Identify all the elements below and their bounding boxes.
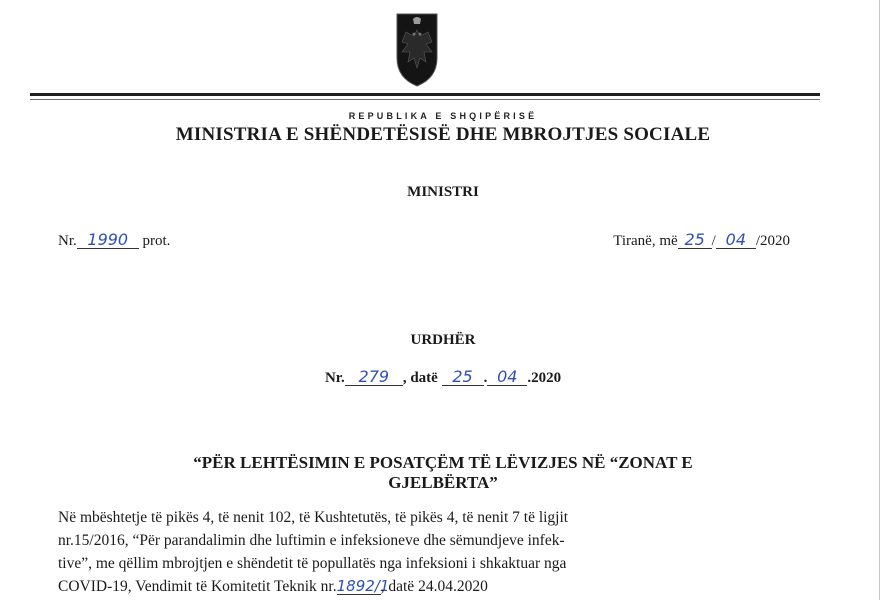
date-day-handwritten: 25	[678, 232, 712, 249]
body-line-3: tive”, me qëllim mbrojtjen e shëndetit të popullatës nga infeksioni i shkaktuar nga	[58, 555, 567, 572]
order-title-line-2: GJELBËRTA”	[388, 473, 498, 492]
order-day-handwritten: 25	[442, 369, 484, 386]
body-line-4	[58, 578, 793, 596]
order-number-line: Nr. 279 , datë 25 . 04 .2020	[324, 367, 562, 386]
protocol-nr-prefix: Nr.	[58, 233, 77, 249]
place-date-line: Tiranë, më 25 / 04 /2020	[613, 230, 790, 249]
order-nr-prefix: Nr.	[324, 370, 345, 386]
header-rule-thick	[30, 93, 820, 96]
body-line-2: nr.15/2016, “Për parandalimin dhe luftimin e infeksioneve dhe sëmundjeve infek-	[58, 532, 565, 549]
protocol-nr-suffix: prot.	[142, 233, 171, 249]
order-title-line-1: “PËR LEHTËSIMIN E POSATÇËM TË LËVIZJES NË “ZONAT E	[193, 453, 693, 472]
office-heading: MINISTRI	[407, 184, 479, 200]
ministry-heading: MINISTRIA E SHËNDETËSISË DHE MBROJTJES SOCIALE	[175, 124, 711, 145]
page-edge	[879, 0, 880, 600]
order-year: .2020	[527, 370, 562, 386]
body-line-4-end: , datë 24.04.2020	[380, 578, 488, 595]
protocol-number-handwritten: 1990	[77, 232, 139, 249]
place-prefix: Tiranë, më	[613, 233, 678, 249]
order-label: URDHËR	[410, 332, 476, 348]
albanian-eagle-emblem-icon	[394, 12, 440, 88]
header-rule-thin	[30, 99, 820, 100]
order-month-handwritten: 04	[487, 369, 527, 386]
order-number-handwritten: 279	[345, 369, 403, 386]
date-month-handwritten: 04	[716, 232, 756, 249]
protocol-number-line	[58, 232, 170, 250]
committee-decision-number-handwritten: 1892/1	[336, 577, 390, 595]
body-line-1: Në mbështetje të pikës 4, të nenit 102, të Kushtetutës, të pikës 4, të nenit 7 të ligjit	[58, 509, 569, 526]
republic-heading: REPUBLIKA E SHQIPËRISË	[348, 111, 538, 121]
body-line-4-start: COVID-19, Vendimit të Komitetit Teknik nr.	[58, 578, 337, 595]
order-date-prefix: , datë	[402, 370, 438, 386]
date-year: /2020	[755, 233, 790, 249]
